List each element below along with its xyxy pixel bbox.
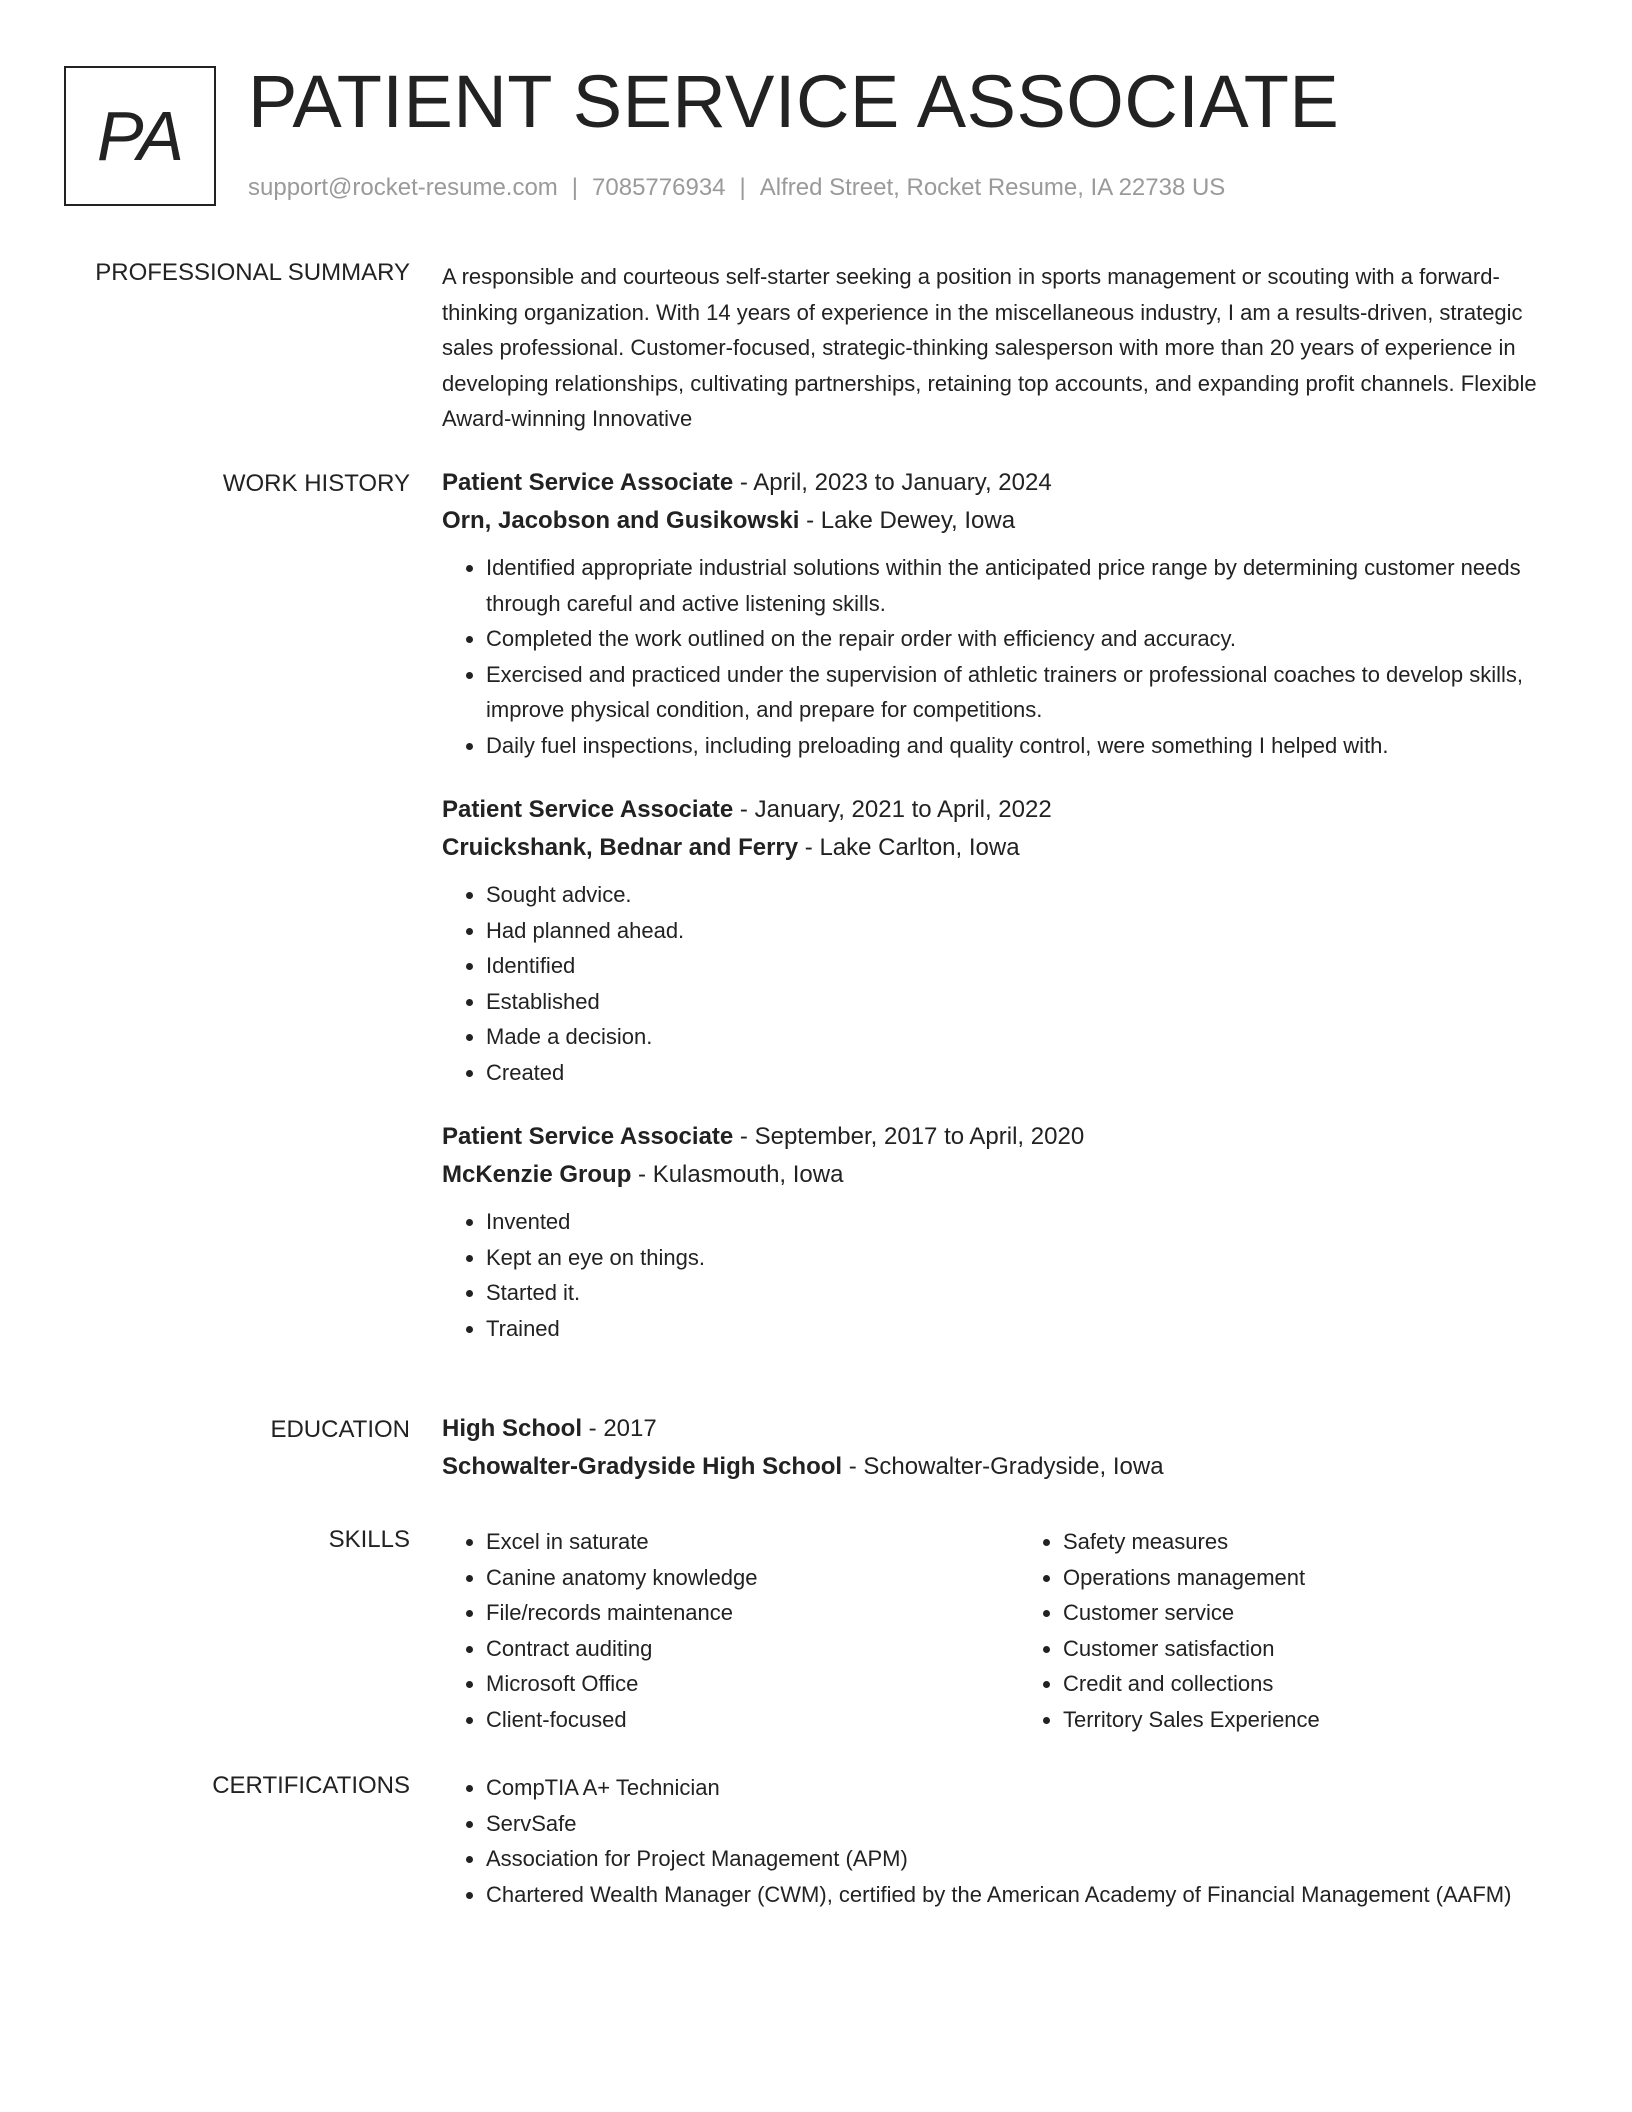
education-degree: High School <box>442 1415 582 1442</box>
list-item: • Association for Project Management (APM) <box>486 1841 1552 1877</box>
list-item: • Customer satisfaction <box>1063 1631 1552 1667</box>
education-location: - Schowalter-Gradyside, Iowa <box>842 1453 1164 1480</box>
list-item: • Identified appropriate industrial solutions within the anticipated price range by determining customer needs through careful and active listening skills. <box>486 550 1552 621</box>
list-item: • Had planned ahead. <box>486 913 1552 949</box>
skills-body <box>442 1524 1552 1737</box>
list-item: • Excel in saturate <box>486 1524 975 1560</box>
list-item: • Operations management <box>1063 1560 1552 1596</box>
skills-list-left <box>442 1524 975 1737</box>
job-dates: - September, 2017 to April, 2020 <box>733 1123 1085 1150</box>
skills-columns <box>442 1524 1552 1737</box>
candidate-name: PATIENT SERVICE ASSOCIATE <box>248 60 1340 143</box>
certifications-list <box>442 1770 1552 1912</box>
job-role: Patient Service Associate <box>442 1123 734 1150</box>
job-entry <box>442 1118 1552 1346</box>
job-company: Orn, Jacobson and Gusikowski <box>442 507 800 534</box>
education-degree-line <box>442 1410 1552 1448</box>
list-item: • Daily fuel inspections, including preloading and quality control, were something I helped with. <box>486 728 1552 764</box>
list-item: • Established <box>486 984 1552 1020</box>
list-item: • Kept an eye on things. <box>486 1240 1552 1276</box>
contact-email: support@rocket-resume.com <box>248 174 558 201</box>
list-item: • Chartered Wealth Manager (CWM), certified by the American Academy of Financial Management (AAFM) <box>486 1877 1552 1913</box>
list-item: • Safety measures <box>1063 1524 1552 1560</box>
job-location: - Lake Carlton, Iowa <box>798 834 1020 861</box>
job-dates: - January, 2021 to April, 2022 <box>733 796 1052 823</box>
work-history-title: WORK HISTORY <box>222 470 410 497</box>
list-item: • Client-focused <box>486 1702 975 1738</box>
list-item: • Identified <box>486 948 1552 984</box>
summary-text: A responsible and courteous self-starter seeking a position in sports management or scouting with a forward-thinking organization. With 14 years of experience in the miscellaneous industry, I am a results-driven, strategic sales professional. Customer-focused, strategic-thinking salesperson with more than 20 years of experience in developing relationships, cultivating partnerships, retaining top accounts, and expanding profit channels. Flexible Award-winning Innovative <box>442 264 1537 431</box>
list-item: • Made a decision. <box>486 1019 1552 1055</box>
certifications-body <box>442 1770 1552 1912</box>
list-item: • Invented <box>486 1204 1552 1240</box>
job-bullets <box>442 1204 1552 1346</box>
job-role: Patient Service Associate <box>442 469 734 496</box>
list-item: • Exercised and practiced under the supervision of athletic trainers or professional coaches to develop skills, improve physical condition, and prepare for competitions. <box>486 657 1552 728</box>
education-title: EDUCATION <box>270 1416 410 1443</box>
list-item: • Microsoft Office <box>486 1666 975 1702</box>
list-item: • ServSafe <box>486 1806 1552 1842</box>
job-bullets <box>442 877 1552 1090</box>
education-body <box>442 1410 1552 1486</box>
list-item: • Sought advice. <box>486 877 1552 913</box>
job-role-line <box>442 464 1552 502</box>
list-item: • Trained <box>486 1311 1552 1347</box>
job-dates: - April, 2023 to January, 2024 <box>733 469 1052 496</box>
contact-line <box>248 172 1225 204</box>
job-entry <box>442 791 1552 1090</box>
job-bullets <box>442 550 1552 763</box>
list-item: • Territory Sales Experience <box>1063 1702 1552 1738</box>
job-role-line <box>442 1118 1552 1156</box>
job-role-line <box>442 791 1552 829</box>
list-item: • Started it. <box>486 1275 1552 1311</box>
contact-phone: 7085776934 <box>592 174 726 201</box>
list-item: • File/records maintenance <box>486 1595 975 1631</box>
list-item: • Credit and collections <box>1063 1666 1552 1702</box>
list-item: • Canine anatomy knowledge <box>486 1560 975 1596</box>
list-item: • Completed the work outlined on the repair order with efficiency and accuracy. <box>486 621 1552 657</box>
job-company-line <box>442 829 1552 867</box>
job-role: Patient Service Associate <box>442 796 734 823</box>
list-item: • Contract auditing <box>486 1631 975 1667</box>
list-item: • Created <box>486 1055 1552 1091</box>
job-company: McKenzie Group <box>442 1161 632 1188</box>
monogram-box <box>64 66 216 206</box>
job-company-line <box>442 1156 1552 1194</box>
contact-separator: | <box>739 174 746 201</box>
work-history-body <box>442 464 1552 1374</box>
contact-separator: | <box>571 174 579 201</box>
job-location: - Kulasmouth, Iowa <box>631 1161 844 1188</box>
summary-title: PROFESSIONAL SUMMARY <box>95 259 410 286</box>
certifications-title: CERTIFICATIONS <box>212 1772 410 1799</box>
list-item: • Customer service <box>1063 1595 1552 1631</box>
contact-address: Alfred Street, Rocket Resume, IA 22738 US <box>759 174 1226 201</box>
job-company: Cruickshank, Bednar and Ferry <box>442 834 799 861</box>
summary-body <box>442 259 1552 437</box>
education-year: - 2017 <box>582 1415 657 1442</box>
job-company-line <box>442 502 1552 540</box>
job-location: - Lake Dewey, Iowa <box>799 507 1016 534</box>
education-school: Schowalter-Gradyside High School <box>442 1453 843 1480</box>
list-item: • CompTIA A+ Technician <box>486 1770 1552 1806</box>
education-school-line <box>442 1448 1552 1486</box>
skills-list-right <box>1019 1524 1552 1737</box>
skills-title: SKILLS <box>328 1526 410 1553</box>
monogram-initials: PA <box>96 97 184 175</box>
job-entry <box>442 464 1552 763</box>
